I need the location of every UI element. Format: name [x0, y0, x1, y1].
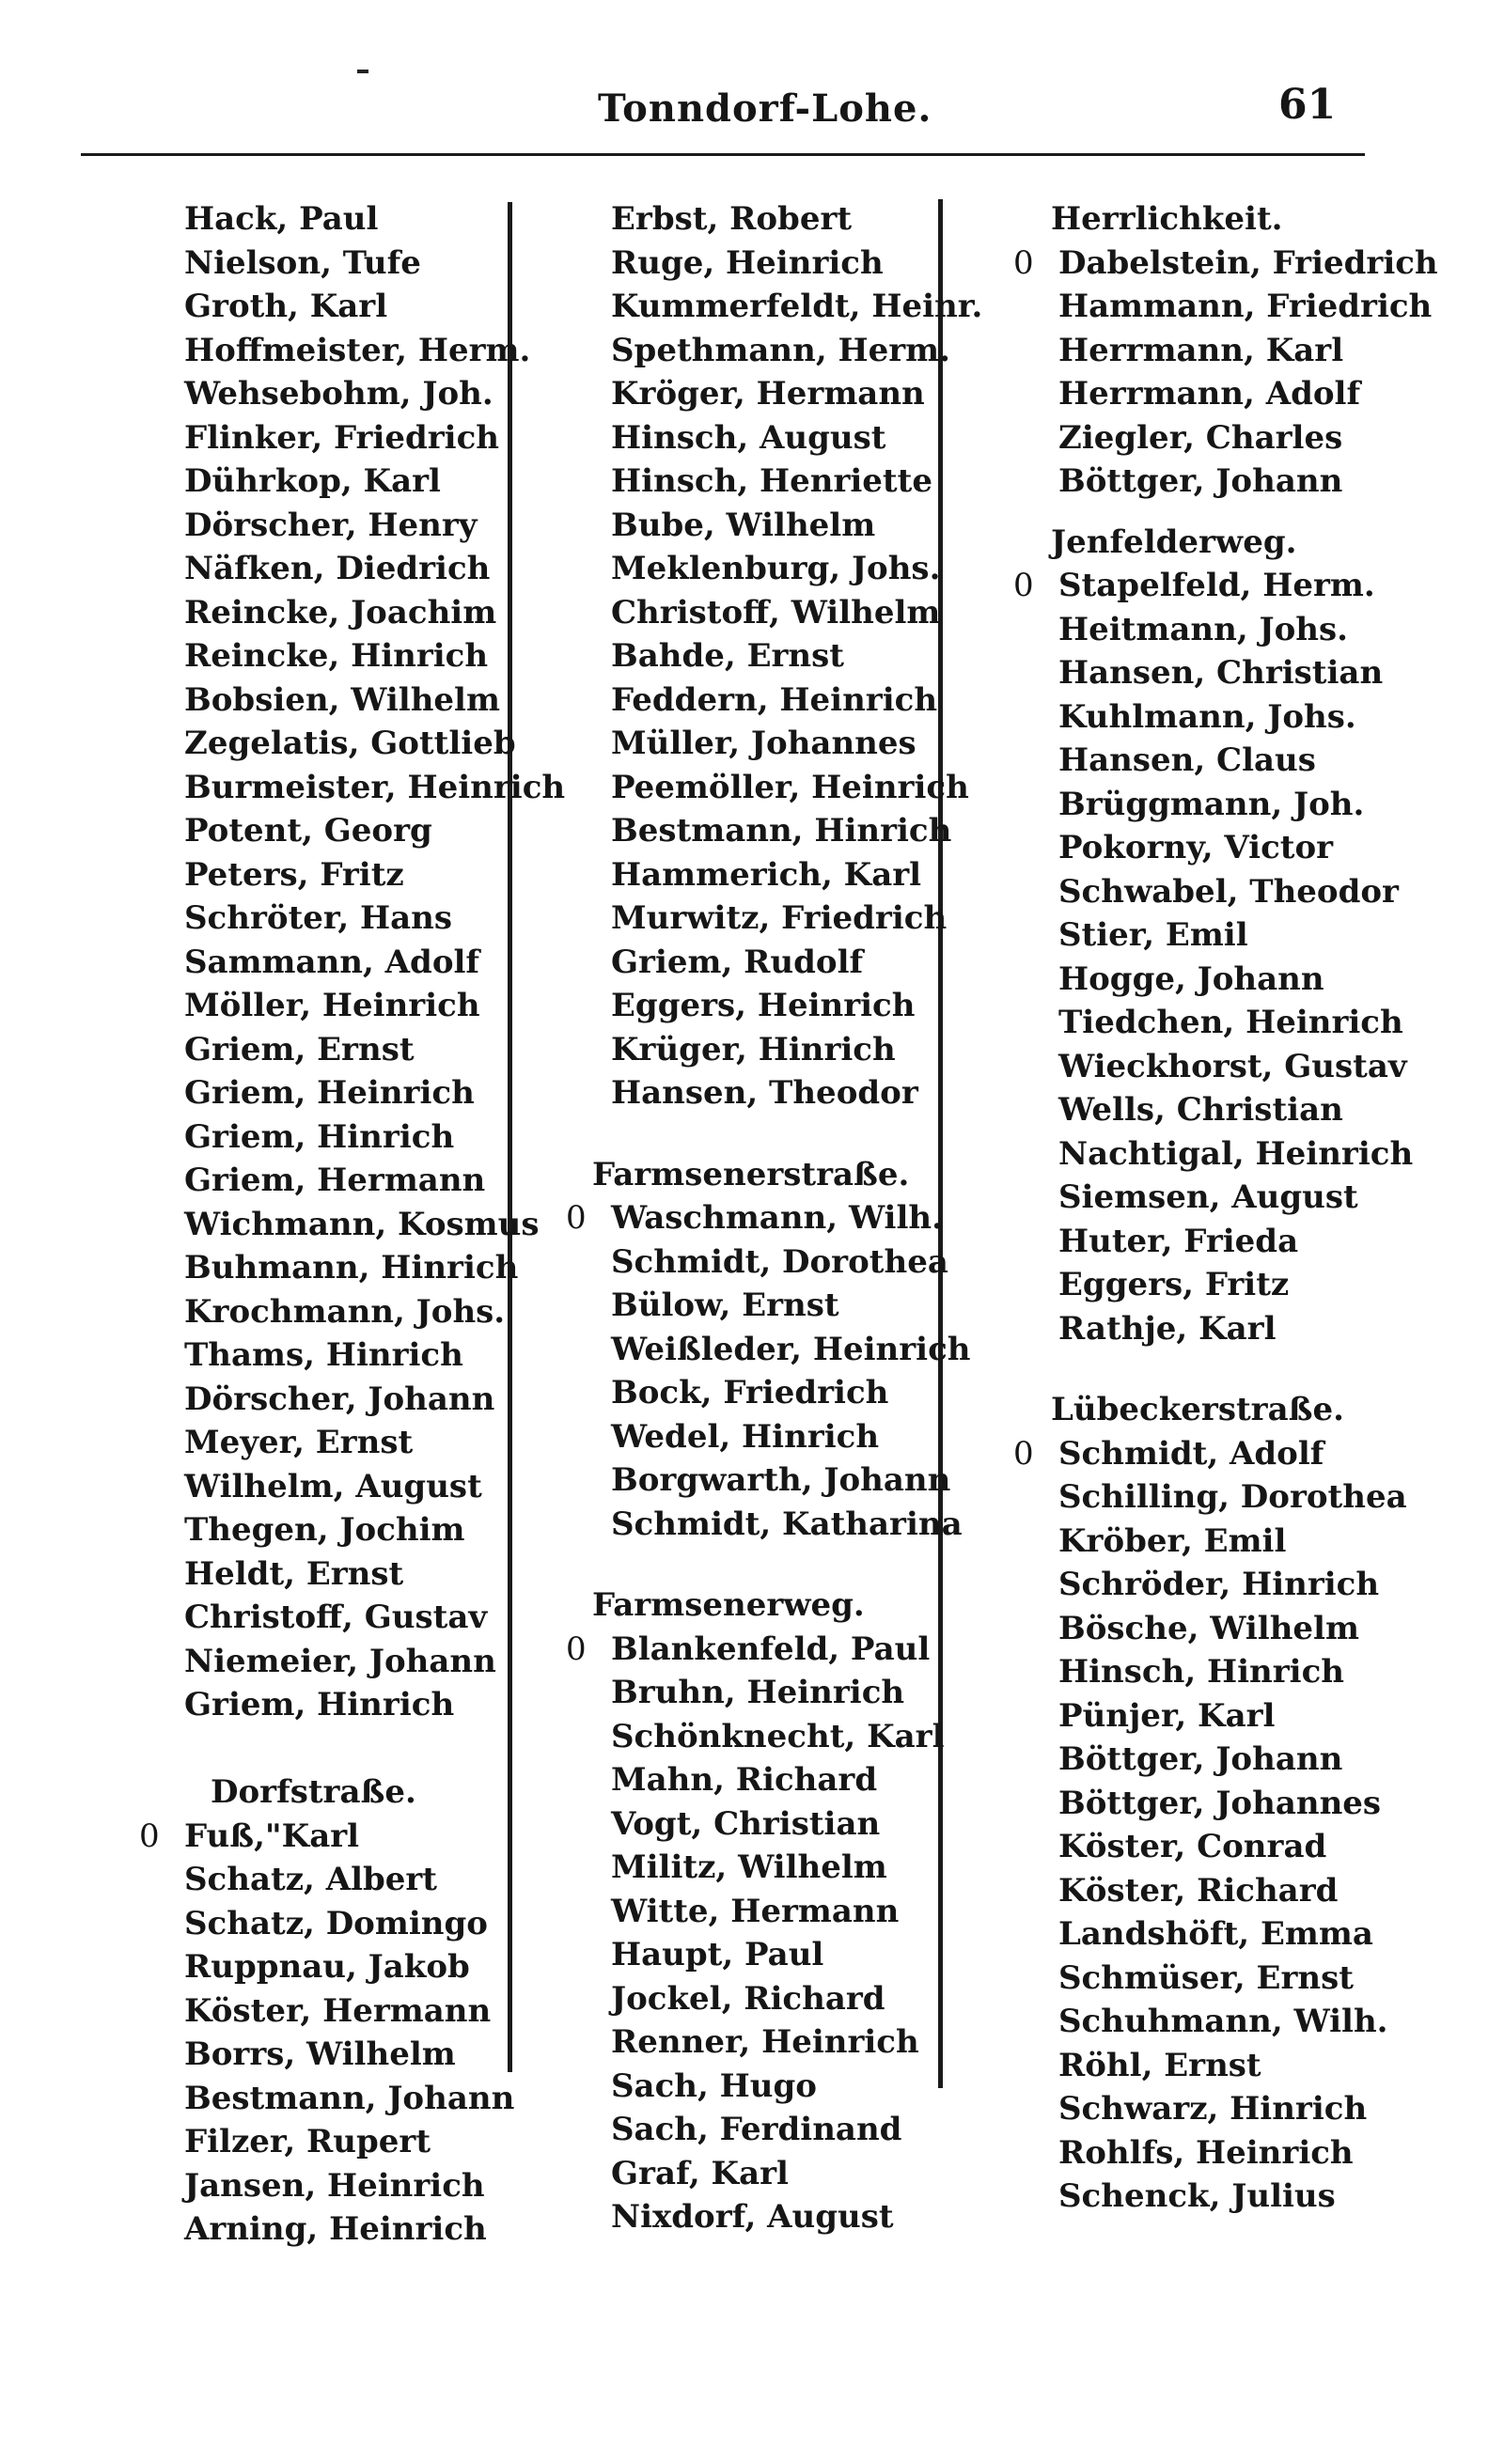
resident-entry: [611, 1371, 1025, 1415]
resident-name: Ruppnau, Jakob: [184, 1948, 470, 1986]
resident-entry: [184, 1683, 598, 1727]
resident-entry: [1058, 1001, 1472, 1045]
resident-name: Bruhn, Heinrich: [611, 1674, 905, 1711]
resident-entry: [611, 2195, 1025, 2239]
resident-entry: [611, 634, 1025, 678]
resident-name: Reincke, Joachim: [184, 593, 497, 632]
resident-entry: [1058, 1176, 1472, 1220]
resident-name: Potent, Georg: [184, 812, 432, 850]
resident-entry: [184, 634, 598, 678]
resident-entry: [1058, 1475, 1472, 1520]
resident-entry: [184, 1508, 598, 1552]
resident-name: Graf, Karl: [611, 2154, 789, 2192]
resident-entry: [611, 2020, 1025, 2065]
resident-entry: [1058, 1563, 1472, 1607]
resident-name: Hack, Paul: [184, 200, 379, 238]
resident-name: Meyer, Ernst: [184, 1424, 414, 1461]
resident-entry: [611, 1240, 1025, 1285]
resident-name: Stier, Emil: [1058, 916, 1248, 954]
resident-name: Dörscher, Henry: [184, 506, 478, 544]
resident-name: Erbst, Robert: [611, 200, 853, 238]
street-heading: Farmsenerweg.: [592, 1586, 865, 1624]
resident-entry: [1058, 1307, 1472, 1351]
resident-entry: [184, 2207, 598, 2252]
resident-entry: [611, 1071, 1025, 1115]
resident-entry: [566, 1196, 1025, 1240]
resident-name: Buhmann, Hinrich: [184, 1249, 519, 1287]
resident-entry: [184, 2120, 598, 2164]
resident-name: Böttger, Johannes: [1058, 1784, 1382, 1822]
resident-name: Griem, Hinrich: [184, 1117, 455, 1156]
resident-name: Schmidt, Katharina: [611, 1505, 963, 1543]
entry-marker: 0: [1013, 567, 1034, 604]
resident-name: Stapelfeld, Herm.: [1058, 567, 1375, 604]
resident-entry: [184, 1465, 598, 1509]
resident-name: Borrs, Wilhelm: [184, 2035, 456, 2073]
resident-name: Peters, Fritz: [184, 855, 404, 894]
resident-name: Bobsien, Wilhelm: [184, 680, 500, 719]
column-2: [566, 197, 1025, 2239]
resident-entry: [1058, 783, 1472, 827]
resident-name: Heldt, Ernst: [184, 1554, 404, 1593]
resident-name: Hammann, Friedrich: [1058, 288, 1433, 325]
page-dash-mark: [357, 70, 368, 73]
resident-entry: [1058, 2131, 1472, 2175]
resident-entry: [1058, 460, 1472, 504]
resident-name: Niemeier, Johann: [184, 1642, 496, 1680]
resident-name: Hinsch, August: [611, 418, 886, 457]
resident-entry: [184, 1421, 598, 1465]
resident-name: Bülow, Ernst: [611, 1287, 839, 1324]
resident-name: Tiedchen, Heinrich: [1058, 1004, 1403, 1041]
resident-entry: [1058, 2175, 1472, 2219]
resident-entry: [1058, 1825, 1472, 1869]
header-rule: [81, 153, 1365, 156]
resident-name: Wieckhorst, Gustav: [1058, 1047, 1407, 1085]
resident-entry: [184, 1858, 598, 1902]
resident-entry: [1058, 1045, 1472, 1089]
section-spacer: [1058, 504, 1472, 521]
resident-name: Burmeister, Heinrich: [184, 768, 566, 806]
resident-name: Thams, Hinrich: [184, 1336, 463, 1374]
resident-name: Bube, Wilhelm: [611, 506, 876, 544]
resident-entry: [611, 547, 1025, 591]
resident-entry: [611, 1758, 1025, 1802]
resident-entry: [1058, 958, 1472, 1002]
resident-name: Schmüser, Ernst: [1058, 1958, 1354, 1997]
resident-entry: [184, 1552, 598, 1597]
resident-entry: [184, 547, 598, 591]
resident-name: Waschmann, Wilh.: [611, 1199, 943, 1237]
resident-entry: [184, 1159, 598, 1203]
resident-entry: [611, 504, 1025, 548]
resident-entry: [1058, 2087, 1472, 2131]
resident-name: Heitmann, Johs.: [1058, 610, 1348, 648]
resident-name: Hansen, Claus: [1058, 741, 1316, 779]
resident-entry: [1058, 2044, 1472, 2088]
resident-name: Näfken, Diedrich: [184, 550, 491, 587]
resident-entry: [611, 984, 1025, 1028]
resident-name: Schenck, Julius: [1058, 2177, 1336, 2215]
resident-entry: [611, 1328, 1025, 1372]
resident-name: Hansen, Christian: [1058, 654, 1384, 692]
resident-name: Wehsebohm, Joh.: [184, 375, 494, 413]
resident-name: Militz, Wilhelm: [611, 1848, 887, 1886]
resident-name: Schwabel, Theodor: [1058, 872, 1399, 911]
resident-entry: [184, 372, 598, 416]
resident-name: Böttger, Johann: [1058, 462, 1343, 500]
section-spacer: [611, 1115, 1025, 1153]
resident-name: Vogt, Christian: [611, 1804, 881, 1843]
resident-name: Bösche, Wilhelm: [1058, 1609, 1359, 1647]
resident-name: Griem, Ernst: [184, 1030, 415, 1068]
resident-entry: [611, 941, 1025, 985]
resident-entry: [1013, 564, 1472, 608]
resident-entry: [566, 1628, 1025, 1672]
resident-entry: [1058, 1650, 1472, 1694]
resident-name: Köster, Hermann: [184, 1991, 492, 2030]
resident-entry: [184, 2033, 598, 2077]
resident-entry: [1058, 739, 1472, 783]
resident-name: Rathje, Karl: [1058, 1309, 1277, 1348]
resident-name: Eggers, Heinrich: [611, 987, 916, 1024]
resident-name: Schatz, Albert: [184, 1861, 438, 1898]
resident-name: Mahn, Richard: [611, 1761, 878, 1799]
resident-name: Christoff, Gustav: [184, 1598, 488, 1636]
resident-name: Schönknecht, Karl: [611, 1717, 945, 1755]
resident-name: Rohlfs, Heinrich: [1058, 2133, 1354, 2172]
resident-name: Hinsch, Henriette: [611, 462, 932, 500]
resident-name: Christoff, Wilhelm: [611, 593, 941, 632]
resident-entry: [611, 1846, 1025, 1890]
resident-entry: [611, 1890, 1025, 1934]
resident-name: Arning, Heinrich: [184, 2210, 487, 2248]
resident-name: Schmidt, Dorothea: [611, 1242, 948, 1281]
resident-entry: [139, 1815, 598, 1859]
resident-name: Hammerich, Karl: [611, 855, 922, 894]
resident-name: Schwarz, Hinrich: [1058, 2090, 1368, 2128]
resident-entry: [611, 460, 1025, 504]
resident-entry: [1058, 870, 1472, 914]
resident-entry: [1058, 1263, 1472, 1307]
resident-entry: [184, 242, 598, 286]
resident-name: Ruge, Heinrich: [611, 243, 884, 282]
resident-name: Griem, Hinrich: [184, 1686, 455, 1723]
resident-entry: [184, 809, 598, 853]
resident-name: Zegelatis, Gottlieb: [184, 725, 516, 762]
resident-name: Bestmann, Hinrich: [611, 812, 952, 850]
resident-entry: [1058, 1132, 1472, 1177]
resident-name: Schmidt, Adolf: [1058, 1434, 1324, 1473]
resident-entry: [1058, 1607, 1472, 1651]
resident-name: Hogge, Johann: [1058, 959, 1324, 998]
resident-name: Griem, Hermann: [184, 1162, 486, 1199]
resident-entry: [611, 1802, 1025, 1847]
resident-name: Spethmann, Herm.: [611, 331, 950, 369]
resident-entry: [1058, 1869, 1472, 1913]
resident-entry: [184, 1902, 598, 1946]
resident-name: Jansen, Heinrich: [184, 2166, 485, 2205]
resident-name: Kummerfeldt, Heinr.: [611, 288, 983, 325]
page-number: 61: [1278, 81, 1337, 129]
resident-name: Griem, Heinrich: [184, 1074, 475, 1112]
resident-name: Dabelstein, Friedrich: [1058, 243, 1438, 282]
resident-entry: [184, 1378, 598, 1422]
resident-entry: [184, 1333, 598, 1378]
entry-marker: 0: [1013, 243, 1034, 282]
resident-entry: [1058, 651, 1472, 695]
resident-name: Blankenfeld, Paul: [611, 1630, 931, 1668]
resident-entry: [1058, 1912, 1472, 1957]
resident-name: Groth, Karl: [184, 288, 388, 325]
resident-name: Schilling, Dorothea: [1058, 1478, 1407, 1516]
resident-name: Griem, Rudolf: [611, 943, 864, 981]
street-heading: Jenfelderweg.: [1051, 522, 1297, 561]
resident-name: Flinker, Friedrich: [184, 418, 500, 457]
resident-name: Köster, Conrad: [1058, 1828, 1327, 1865]
resident-name: Wilhelm, August: [184, 1467, 482, 1505]
section-spacer: [1058, 1350, 1472, 1388]
resident-name: Filzer, Rupert: [184, 2123, 431, 2160]
resident-entry: [184, 1945, 598, 1989]
resident-name: Nielson, Tufe: [184, 243, 421, 282]
column-1: [139, 197, 598, 2252]
resident-entry: [1058, 1220, 1472, 1264]
resident-name: Brüggmann, Joh.: [1058, 785, 1365, 823]
resident-entry: [611, 416, 1025, 460]
resident-entry: [611, 1458, 1025, 1503]
resident-entry: [611, 1284, 1025, 1328]
resident-name: Möller, Heinrich: [184, 987, 480, 1024]
resident-entry: [1058, 2000, 1472, 2044]
resident-entry: [1013, 1432, 1472, 1476]
resident-entry: [1058, 1782, 1472, 1826]
resident-name: Sach, Hugo: [611, 2066, 817, 2105]
resident-entry: [1058, 1520, 1472, 1564]
resident-entry: [184, 941, 598, 985]
resident-name: Bestmann, Johann: [184, 2079, 515, 2117]
resident-name: Kröger, Hermann: [611, 375, 925, 413]
resident-entry: [184, 416, 598, 460]
resident-entry: [184, 2077, 598, 2121]
resident-entry: [184, 1115, 598, 1160]
resident-entry: [184, 591, 598, 635]
resident-entry: [1013, 242, 1472, 286]
resident-name: Siemsen, August: [1058, 1178, 1358, 1216]
resident-name: Witte, Hermann: [611, 1892, 900, 1930]
resident-entry: [1058, 913, 1472, 958]
resident-name: Krochmann, Johs.: [184, 1292, 506, 1331]
page-header-title: Tonndorf-Lohe.: [598, 86, 932, 131]
resident-name: Fuß,"Karl: [184, 1817, 360, 1855]
resident-entry: [184, 1028, 598, 1072]
section-spacer: [184, 1727, 598, 1771]
resident-name: Sammann, Adolf: [184, 943, 480, 981]
resident-entry: [1058, 1088, 1472, 1132]
resident-name: Hinsch, Hinrich: [1058, 1653, 1345, 1691]
resident-name: Krüger, Hinrich: [611, 1030, 896, 1068]
resident-entry: [611, 285, 1025, 329]
street-heading: Lübeckerstraße.: [1051, 1391, 1344, 1428]
resident-entry: [611, 372, 1025, 416]
resident-entry: [184, 766, 598, 810]
resident-entry: [184, 722, 598, 766]
resident-entry: [1058, 695, 1472, 740]
resident-name: Pokorny, Victor: [1058, 829, 1334, 866]
resident-entry: [611, 853, 1025, 897]
resident-name: Meklenburg, Johs.: [611, 550, 941, 587]
resident-name: Reincke, Hinrich: [184, 637, 489, 675]
resident-name: Herrmann, Adolf: [1058, 375, 1361, 413]
resident-entry: [611, 1028, 1025, 1072]
section-spacer: [611, 1546, 1025, 1583]
resident-name: Hansen, Theodor: [611, 1074, 918, 1112]
resident-entry: [184, 504, 598, 548]
resident-name: Bock, Friedrich: [611, 1374, 889, 1411]
resident-name: Hoffmeister, Herm.: [184, 331, 531, 369]
resident-name: Wedel, Hinrich: [611, 1417, 880, 1456]
resident-entry: [1058, 826, 1472, 870]
resident-entry: [184, 1071, 598, 1115]
resident-entry: [184, 853, 598, 897]
resident-entry: [1058, 1738, 1472, 1782]
resident-entry: [1058, 329, 1472, 373]
column-3: [1013, 197, 1472, 2219]
resident-entry: [611, 2065, 1025, 2109]
resident-name: Köster, Richard: [1058, 1871, 1339, 1910]
entry-marker: 0: [139, 1817, 160, 1855]
resident-name: Pünjer, Karl: [1058, 1696, 1276, 1735]
resident-name: Haupt, Paul: [611, 1936, 824, 1973]
resident-entry: [184, 2164, 598, 2208]
resident-entry: [611, 2108, 1025, 2152]
resident-entry: [611, 678, 1025, 723]
resident-entry: [184, 1989, 598, 2034]
resident-entry: [1058, 416, 1472, 460]
resident-entry: [611, 242, 1025, 286]
resident-name: Landshöft, Emma: [1058, 1915, 1373, 1953]
resident-entry: [611, 1503, 1025, 1547]
resident-entry: [184, 984, 598, 1028]
entry-marker: 0: [566, 1199, 587, 1237]
resident-entry: [184, 285, 598, 329]
resident-entry: [611, 591, 1025, 635]
resident-entry: [184, 197, 598, 242]
resident-name: Jockel, Richard: [611, 1979, 885, 2018]
resident-entry: [611, 2152, 1025, 2196]
resident-name: Weißleder, Heinrich: [611, 1330, 971, 1368]
resident-entry: [184, 1596, 598, 1640]
resident-name: Eggers, Fritz: [1058, 1266, 1290, 1303]
resident-entry: [611, 809, 1025, 853]
street-heading: Herrlichkeit.: [1051, 200, 1283, 238]
resident-name: Herrmann, Karl: [1058, 331, 1344, 369]
resident-name: Schröder, Hinrich: [1058, 1566, 1380, 1603]
resident-name: Schatz, Domingo: [184, 1904, 488, 1942]
resident-name: Thegen, Jochim: [184, 1511, 465, 1549]
resident-entry: [184, 1203, 598, 1247]
resident-name: Kröber, Emil: [1058, 1521, 1287, 1560]
resident-name: Böttger, Johann: [1058, 1740, 1343, 1778]
resident-entry: [184, 897, 598, 941]
resident-entry: [611, 1715, 1025, 1759]
resident-name: Nixdorf, August: [611, 2198, 894, 2236]
resident-name: Bahde, Ernst: [611, 637, 844, 675]
resident-entry: [1058, 608, 1472, 652]
resident-name: Röhl, Ernst: [1058, 2046, 1261, 2084]
resident-entry: [611, 1671, 1025, 1715]
resident-entry: [184, 678, 598, 723]
resident-entry: [1058, 1694, 1472, 1739]
resident-entry: [611, 197, 1025, 242]
resident-name: Feddern, Heinrich: [611, 680, 938, 719]
resident-name: Borgwarth, Johann: [611, 1461, 951, 1499]
resident-name: Sach, Ferdinand: [611, 2111, 902, 2148]
resident-entry: [184, 1290, 598, 1334]
resident-entry: [611, 1977, 1025, 2021]
resident-entry: [611, 1415, 1025, 1459]
resident-name: Wichmann, Kosmus: [184, 1205, 540, 1243]
resident-entry: [184, 1640, 598, 1684]
resident-name: Schuhmann, Wilh.: [1058, 2003, 1388, 2040]
resident-name: Dörscher, Johann: [184, 1380, 495, 1418]
entry-marker: 0: [566, 1630, 587, 1668]
resident-entry: [611, 722, 1025, 766]
resident-entry: [1058, 285, 1472, 329]
resident-name: Peemöller, Heinrich: [611, 768, 969, 806]
resident-entry: [611, 329, 1025, 373]
entry-marker: 0: [1013, 1434, 1034, 1473]
resident-name: Renner, Heinrich: [611, 2023, 919, 2061]
resident-name: Kuhlmann, Johs.: [1058, 697, 1356, 736]
resident-name: Ziegler, Charles: [1058, 418, 1343, 457]
resident-name: Murwitz, Friedrich: [611, 899, 948, 937]
resident-name: Nachtigal, Heinrich: [1058, 1134, 1414, 1173]
resident-name: Schröter, Hans: [184, 899, 453, 937]
resident-entry: [1058, 372, 1472, 416]
resident-entry: [611, 766, 1025, 810]
resident-name: Wells, Christian: [1058, 1091, 1343, 1129]
street-heading: Dorfstraße.: [211, 1773, 416, 1811]
street-heading: Farmsenerstraße.: [592, 1155, 910, 1193]
resident-entry: [184, 460, 598, 504]
resident-name: Müller, Johannes: [611, 725, 916, 762]
resident-entry: [611, 897, 1025, 941]
resident-entry: [184, 1246, 598, 1290]
resident-entry: [1058, 1957, 1472, 2001]
resident-entry: [611, 1933, 1025, 1977]
resident-entry: [184, 329, 598, 373]
resident-name: Huter, Frieda: [1058, 1222, 1299, 1260]
resident-name: Dührkop, Karl: [184, 462, 441, 500]
